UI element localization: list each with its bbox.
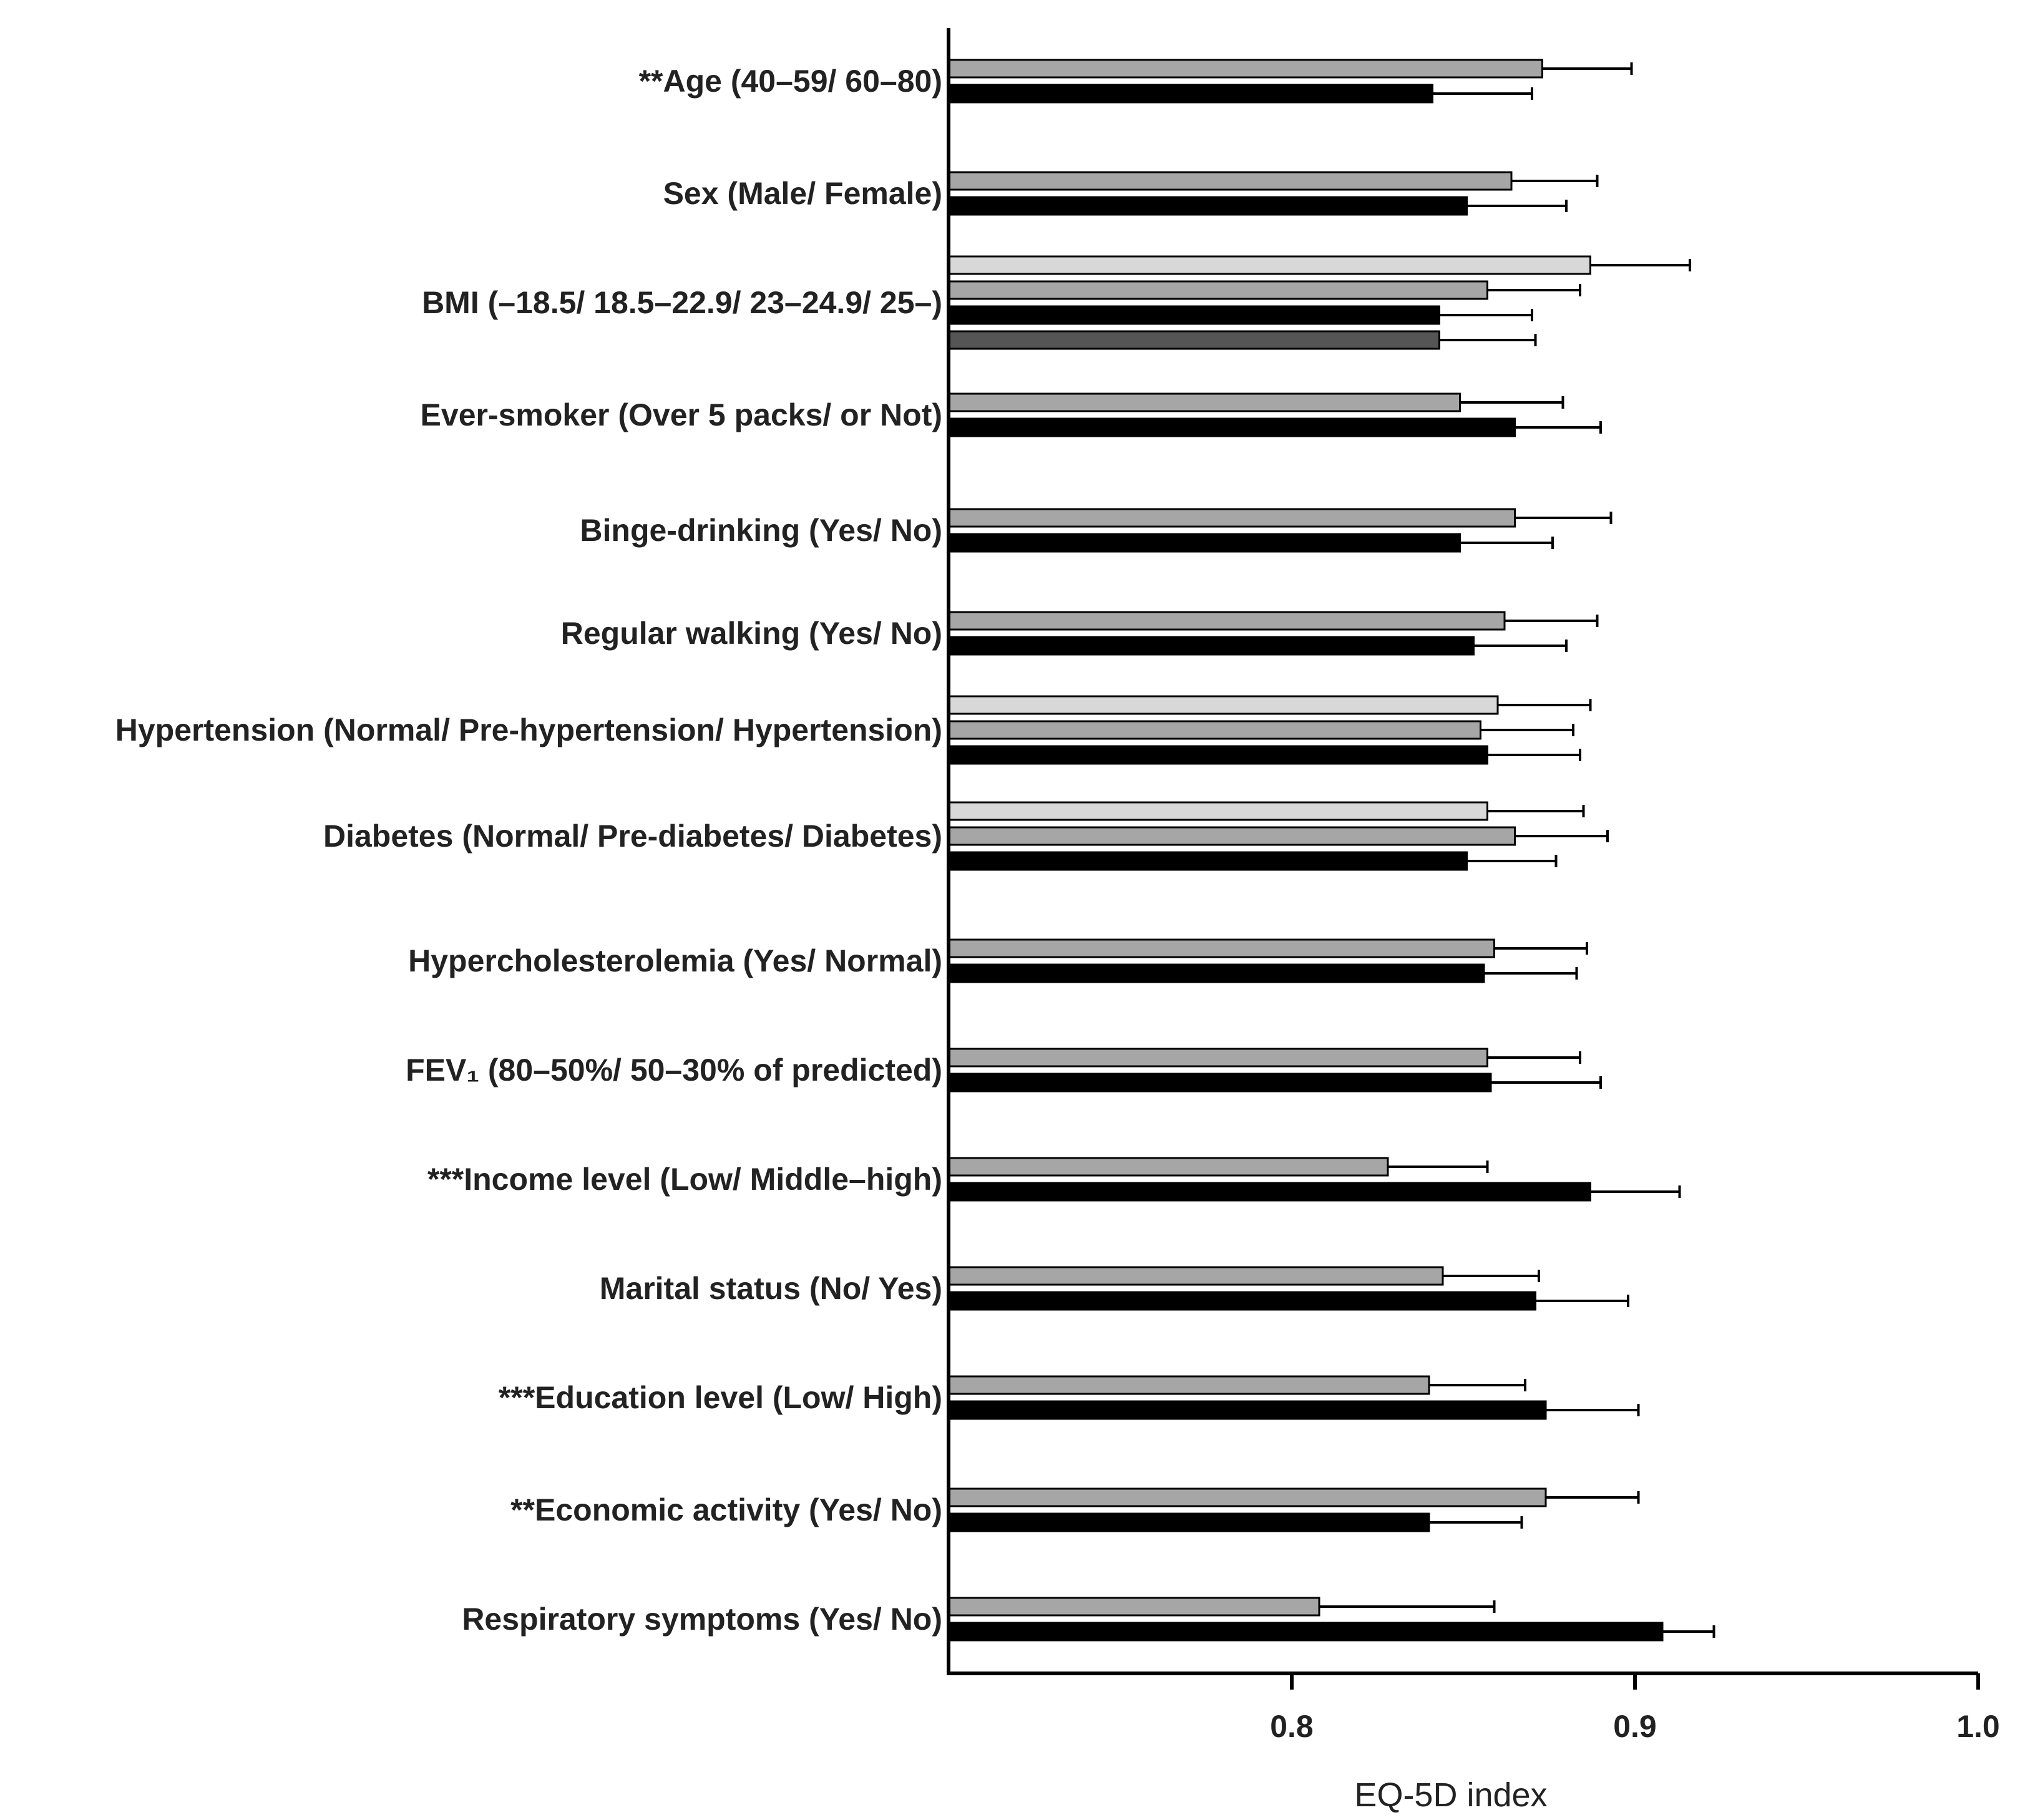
bar [949,1598,1319,1615]
bar [949,60,1543,77]
category-label: **Economic activity (Yes/ No) [510,1492,942,1527]
x-tick-label: 0.9 [1613,1709,1657,1744]
category-label: FEV₁ (80–50%/ 50–30% of predicted) [406,1053,942,1088]
bar [949,394,1460,411]
bar-group [949,509,1611,552]
bar-group [949,802,1608,870]
bar [949,1514,1429,1531]
bar [949,827,1515,845]
bar-group [949,1267,1628,1310]
bar [949,637,1474,655]
bar-group [949,172,1598,215]
category-label: Hypertension (Normal/ Pre-hypertension/ Hypertension) [115,713,942,747]
bar [949,940,1495,957]
category-label: BMI (–18.5/ 18.5–22.9/ 23–24.9/ 25–) [422,285,942,320]
bar [949,696,1498,714]
bar [949,509,1515,527]
bar [949,1292,1536,1310]
bar [949,1401,1546,1419]
bar [949,306,1440,324]
bar [949,1623,1662,1640]
x-axis-title: EQ-5D index [1354,1776,1548,1814]
x-axis-ticks [1270,1673,2000,1744]
bar [949,256,1591,274]
bar [949,965,1484,982]
bar [949,721,1481,739]
bar [949,612,1505,630]
category-label: Marital status (No/ Yes) [599,1271,942,1306]
bar-group [949,1489,1639,1531]
bar [949,1158,1388,1175]
bar [949,172,1511,190]
bar [949,197,1467,215]
bar-group [949,1158,1680,1200]
bar [949,1074,1491,1091]
x-tick-label: 0.8 [1270,1709,1314,1744]
bar-group [949,60,1632,102]
category-label: Binge-drinking (Yes/ No) [580,513,942,548]
bar [949,1049,1488,1066]
bar [949,1183,1591,1200]
bar [949,1376,1429,1394]
bar [949,419,1515,436]
bar-group [949,1376,1639,1419]
bars-layer [949,60,1714,1640]
category-label: ***Education level (Low/ High) [498,1380,942,1415]
bar [949,331,1440,349]
bar [949,281,1488,299]
bar [949,534,1460,552]
bar-group [949,394,1601,436]
bar [949,85,1433,102]
bar [949,802,1488,820]
bar-group [949,612,1598,655]
bar-group [949,940,1587,982]
bar [949,1489,1546,1506]
category-label: Ever-smoker (Over 5 packs/ or Not) [420,397,942,432]
bar-group [949,1598,1714,1640]
category-label: Regular walking (Yes/ No) [560,616,942,651]
bar-group [949,256,1690,349]
category-label: **Age (40–59/ 60–80) [638,64,942,99]
bar [949,1267,1443,1285]
category-label: ***Income level (Low/ Middle–high) [427,1162,942,1197]
x-tick-label: 1.0 [1956,1709,2000,1744]
bar [949,852,1467,870]
category-label: Diabetes (Normal/ Pre-diabetes/ Diabetes) [323,819,942,854]
category-label: Respiratory symptoms (Yes/ No) [462,1602,942,1637]
category-labels [115,64,942,1637]
bar [949,746,1488,764]
category-label: Hypercholesterolemia (Yes/ Normal) [408,943,942,978]
category-label: Sex (Male/ Female) [663,176,942,211]
bar-group [949,1049,1601,1091]
bar-group [949,696,1591,764]
